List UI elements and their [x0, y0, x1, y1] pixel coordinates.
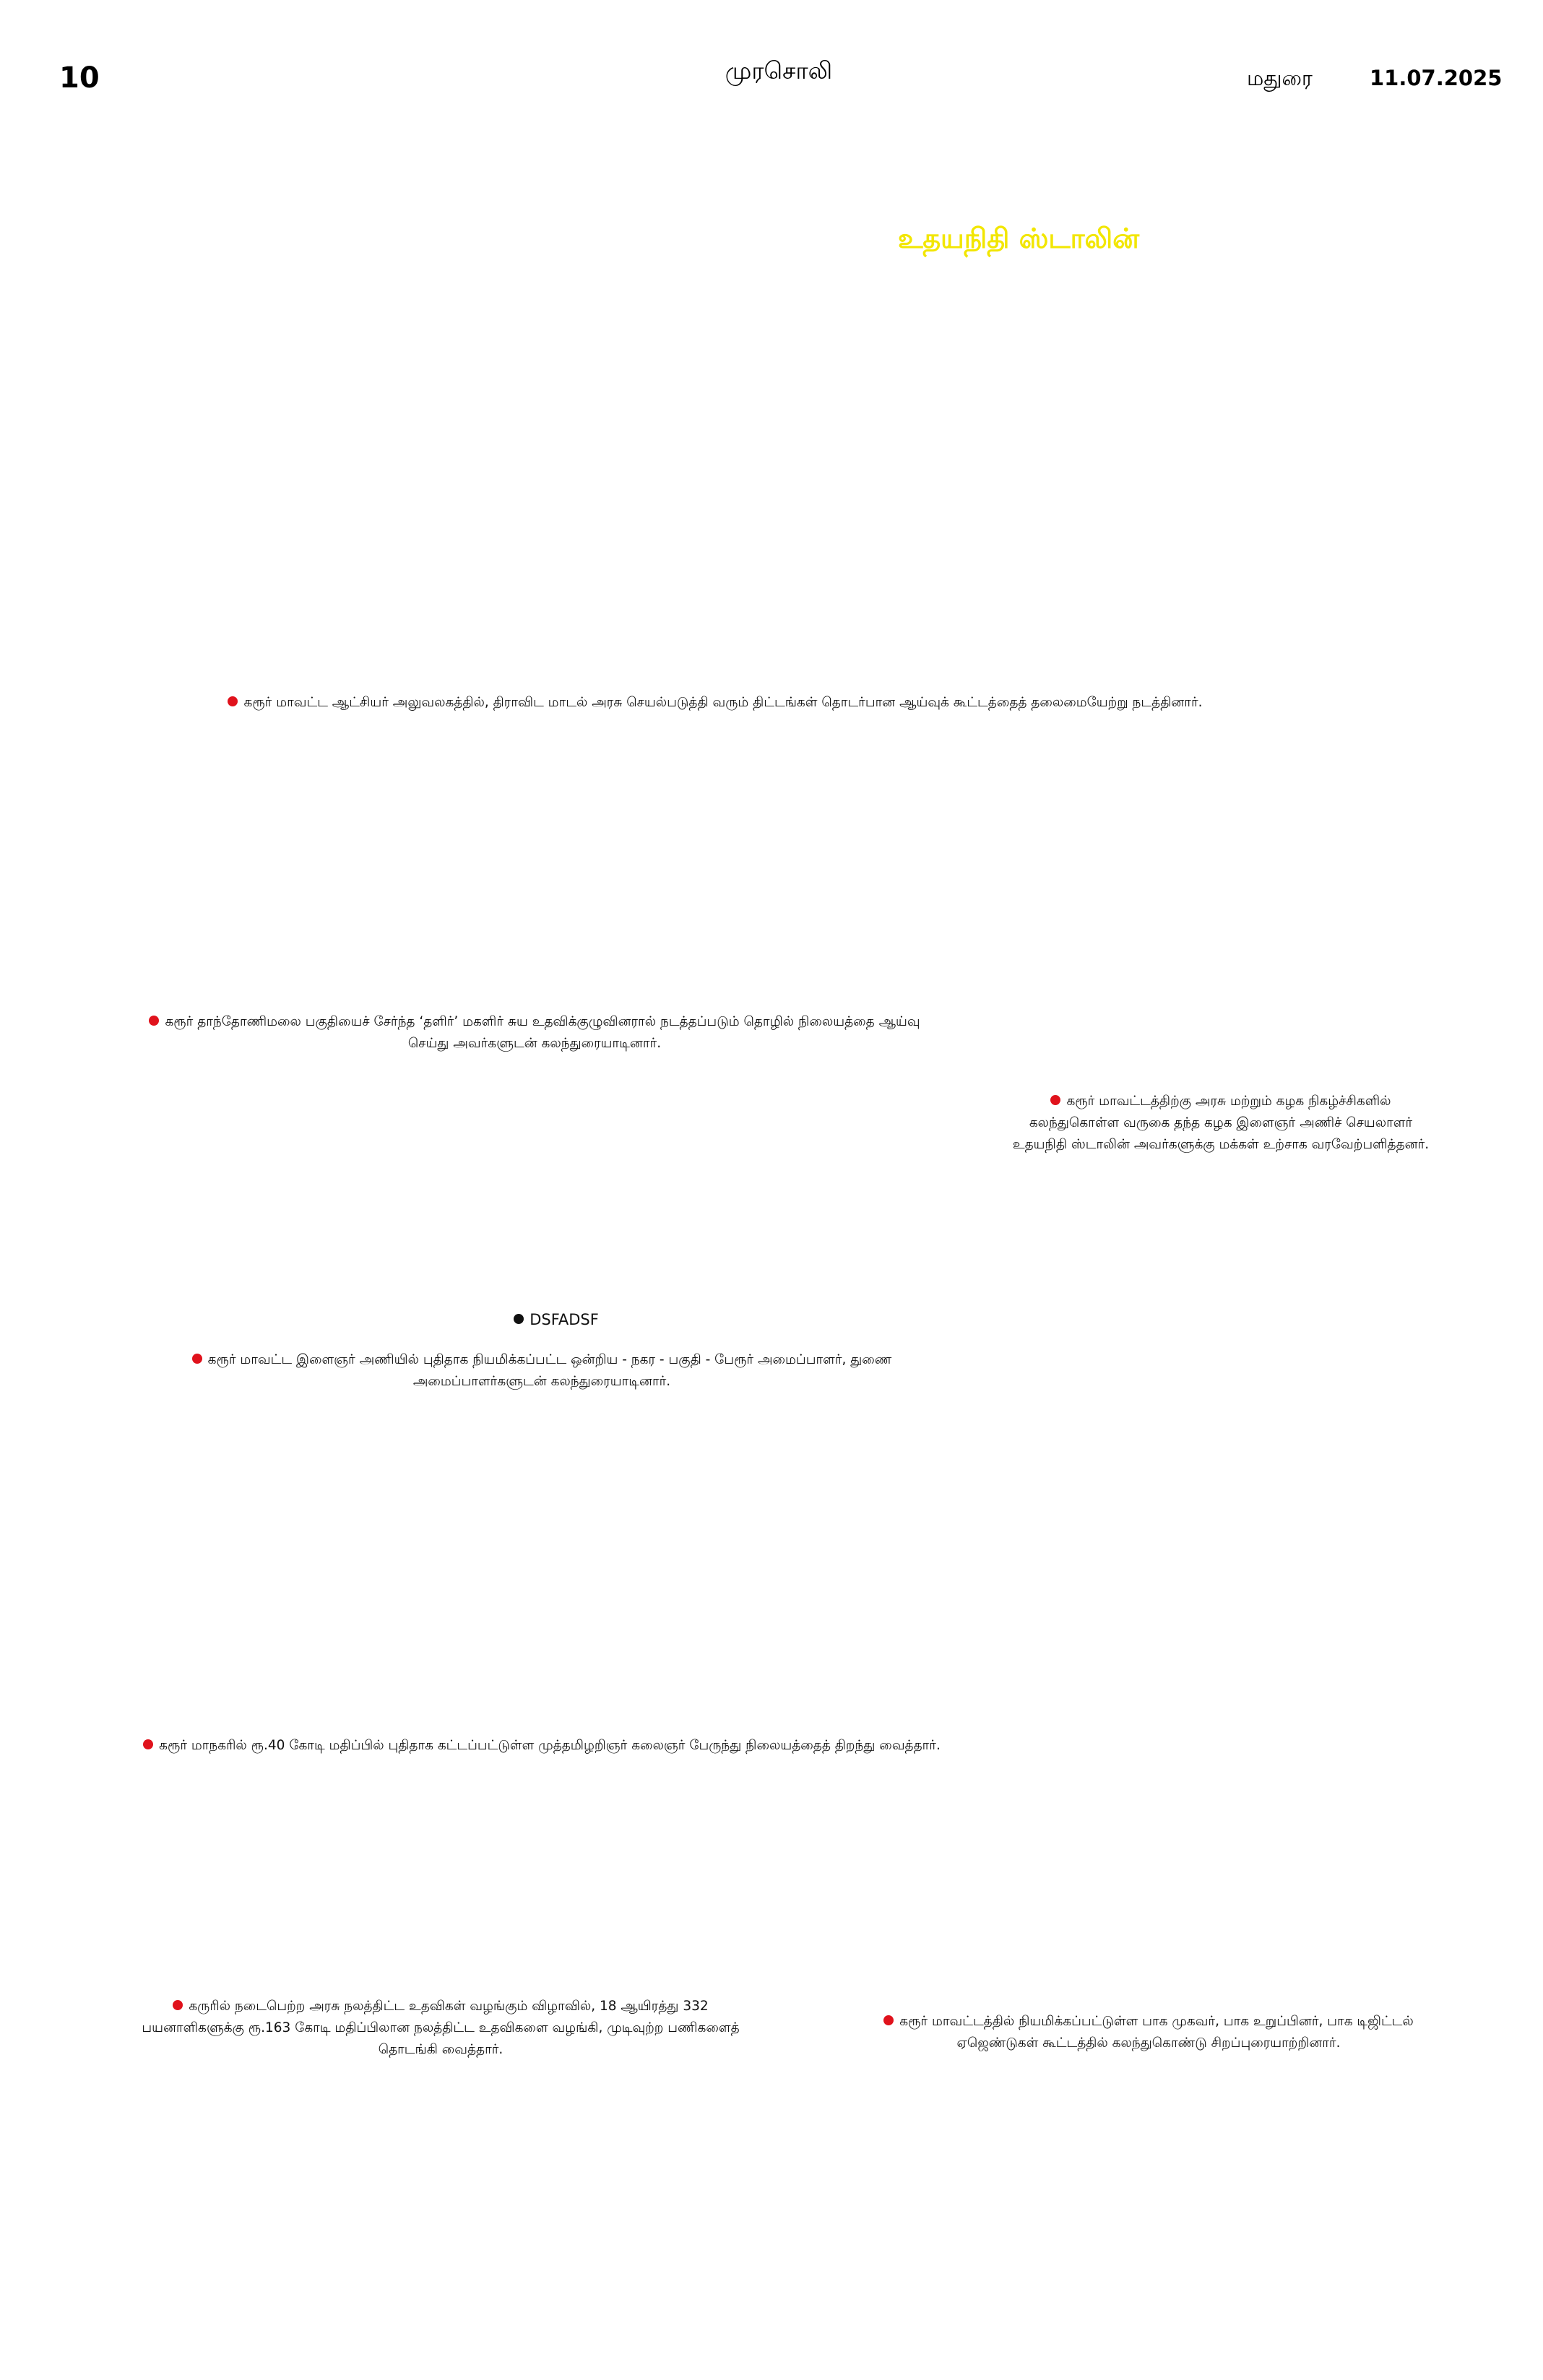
photo-caption [144, 1011, 925, 1055]
photo-caption [130, 1996, 751, 2061]
photo-caption [173, 1349, 910, 1393]
caption-text: கரூர் மாவட்ட இளைஞர் அணியில் புதிதாக நியமிக்கப்பட்ட ஒன்றிய - நகர - பகுதி - பேரூர் அமைப்பாளர், துணை அமைப்பாளர்களுடன் கலந்துரையாடினார். [207, 1352, 892, 1389]
headline-byline: உதயநிதி ஸ்டாலின் [897, 222, 1140, 254]
caption-text: கருரில் நடைபெற்ற அரசு நலத்திட்ட உதவிகள் வழங்கும் விழாவில், 18 ஆயிரத்து 332 பயனாளிகளுக்கு ரூ.163 கோடி மதிப்பிலான நலத்திட்ட உதவிகளை வழங்கி, முடிவுற்ற பணிகளைத் தொடங்கி வைத்தார். [142, 1999, 740, 2057]
photo-caption [108, 1735, 975, 1757]
caption-text: கரூர் மாவட்ட ஆட்சியர் அலுவலகத்தில், திராவிட மாடல் அரசு செயல்படுத்தி வரும் திட்டங்கள் தொடர்பான ஆய்வுக் கூட்டத்தைத் தலைமையேற்று நடத்தினார். [243, 695, 1203, 710]
caption-text: கரூர் தாந்தோணிமலை பகுதியைச் சேர்ந்த ‘தளிர்’ மகளிர் சுய உதவிக்குழுவினரால் நடத்தப்படும் தொழில் நிலையத்தை ஆய்வு செய்து அவர்களுடன் கலந்துரையாடினார். [165, 1014, 920, 1051]
caption-text: கரூர் மாநகரில் ரூ.40 கோடி மதிப்பில் புதிதாக கட்டப்பட்டுள்ள முத்தமிழறிஞர் கலைஞர் பேருந்து நிலையத்தைத் திறந்து வைத்தார். [159, 1738, 941, 1753]
caption-text: கரூர் மாவட்டத்திற்கு அரசு மற்றும் கழக நிகழ்ச்சிகளில் கலந்துகொள்ள வருகை தந்த கழக இளைஞர் அணிச் செயலாளர் உதயநிதி ஸ்டாலின் அவர்களுக்கு மக்கள் உற்சாக வரவேற்பளித்தனர். [1012, 1094, 1430, 1152]
caption-text: DSFADSF [530, 1311, 599, 1328]
caption-text: கரூர் மாவட்டத்தில் நியமிக்கப்பட்டுள்ள பாக முகவர், பாக உறுப்பினர், பாக டிஜிட்டல் ஏஜெண்டுகள் கூட்டத்தில் கலந்துகொண்டு சிறப்புரையாற்றினார். [899, 2014, 1414, 2051]
placeholder-caption [462, 1309, 650, 1330]
masthead: முரசொலி [725, 56, 833, 85]
page-number: 10 [59, 61, 100, 95]
edition-name: மதுரை [1247, 66, 1313, 90]
bullet-icon [1050, 1095, 1060, 1105]
bullet-icon [149, 1016, 159, 1026]
bullet-icon [173, 2000, 183, 2010]
bullet-icon [192, 1354, 202, 1364]
bullet-icon [228, 696, 238, 706]
photo-caption [1004, 1091, 1438, 1156]
bullet-icon [143, 1739, 153, 1749]
issue-date: 11.07.2025 [1370, 66, 1503, 90]
bullet-icon [883, 2015, 894, 2025]
bullet-icon [514, 1314, 524, 1324]
photo-caption [881, 2011, 1416, 2054]
photo-caption [144, 692, 1286, 714]
